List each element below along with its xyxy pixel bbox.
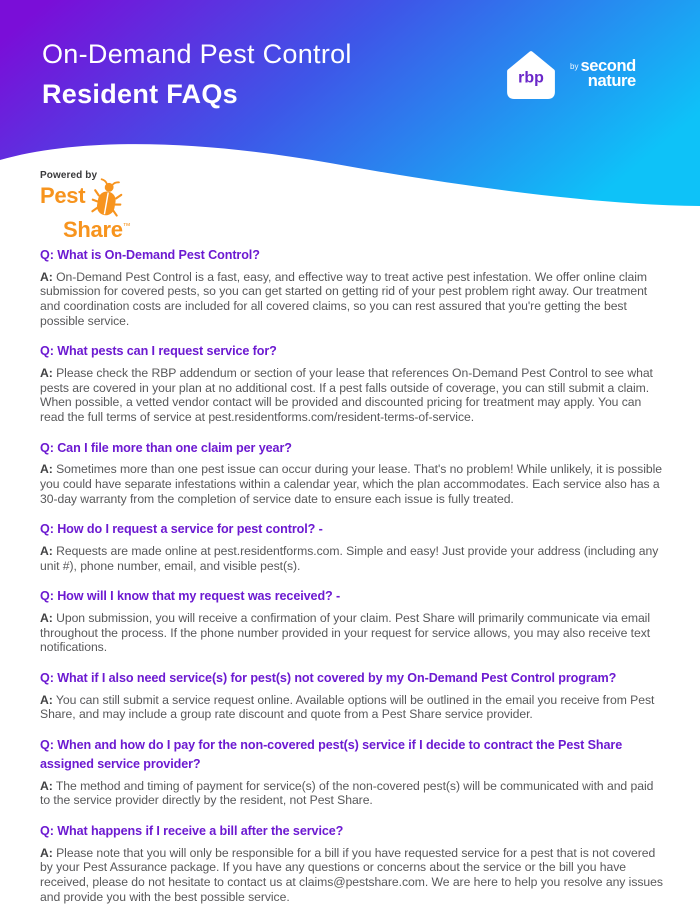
share-word: Share bbox=[63, 217, 123, 242]
faq-answer-text: You can still submit a service request online. Available options will be outlined in the email you receive from Pest Share, and may include a group rate discount and quote from a Pest Share service provider. bbox=[40, 692, 655, 722]
brand-line-second: second bbox=[580, 57, 636, 75]
faq-question: Q: Can I file more than one claim per year? bbox=[40, 440, 292, 455]
faq-answer-text: Requests are made online at pest.residentforms.com. Simple and easy! Just provide your address (including any unit #), phone number, email, and visible pest(s). bbox=[40, 544, 659, 573]
faq-question: Q: How will I know that my request was received? - bbox=[40, 589, 341, 604]
faq-question: Q: What pests can I request service for? bbox=[40, 344, 277, 359]
answer-prefix: A: bbox=[40, 269, 53, 284]
faq-answer bbox=[40, 611, 666, 655]
faq-list bbox=[40, 246, 666, 906]
trademark-symbol: ™ bbox=[122, 221, 131, 231]
page-subtitle: Resident FAQs bbox=[42, 79, 238, 110]
faq-answer bbox=[40, 846, 666, 904]
pest-share-logo bbox=[40, 170, 210, 241]
answer-prefix: A: bbox=[40, 778, 53, 793]
answer-prefix: A: bbox=[40, 845, 53, 860]
answer-prefix: A: bbox=[40, 462, 53, 477]
rbp-house-badge-icon bbox=[501, 46, 561, 106]
faq-answer bbox=[40, 462, 666, 506]
page-title: On-Demand Pest Control bbox=[42, 39, 352, 69]
faq-answer-text: Upon submission, you will receive a confirmation of your claim. Pest Share will primarily communicate via email throughout the process. If the phone number provided in your request for service allows, you may also receive text notifications. bbox=[40, 611, 651, 655]
rbp-badge-label: rbp bbox=[518, 69, 544, 87]
faq-item bbox=[40, 342, 666, 424]
faq-answer-text: The method and timing of payment for service(s) of the non-covered pest(s) will be communicated with and paid to the service provider directly by the resident, not Pest Share. bbox=[40, 778, 654, 808]
faq-answer bbox=[40, 544, 666, 573]
faq-item bbox=[40, 439, 666, 507]
brand-line-nature: nature bbox=[587, 71, 636, 90]
faq-item bbox=[40, 669, 666, 722]
faq-item bbox=[40, 736, 666, 808]
answer-prefix: A: bbox=[40, 366, 53, 381]
faq-question: Q: When and how do I pay for the non-covered pest(s) service if I decide to contract the Pest Share assigned service provider? bbox=[40, 738, 623, 771]
faq-answer-text: Please note that you will only be responsible for a bill if you have requested service for a pest that is not covered by your Pest Assurance package. If you have any questions or concerns about the service or the bill you have received, please do not hesitate to contact us at claims@pestshare.com. We are here to help you resolve any issues and provide you with the best possible service. bbox=[40, 845, 663, 904]
pest-word: Pest bbox=[40, 183, 86, 208]
header-banner bbox=[0, 0, 700, 242]
share-word-row bbox=[63, 219, 210, 241]
answer-prefix: A: bbox=[40, 611, 53, 626]
pest-share-wordmark-row bbox=[40, 182, 210, 220]
faq-question: Q: What is On-Demand Pest Control? bbox=[40, 248, 260, 262]
faq-question: Q: What if I also need service(s) for pest(s) not covered by my On-Demand Pest Control program? bbox=[40, 670, 617, 685]
bug-icon bbox=[89, 177, 126, 223]
faq-answer bbox=[40, 779, 666, 808]
faq-answer-text: Please check the RBP addendum or section of your lease that references On-Demand Pest Control to see what pests are covered in your plan at no additional cost. If a pest falls outside of coverage, you can still submit a claim. When possible, a vetted vendor contact will be provided and discounted pricing for treatment may apply. You can read the full terms of service at pest.residentforms.com/resident-terms-of-service. bbox=[40, 366, 653, 424]
answer-prefix: A: bbox=[40, 544, 53, 559]
powered-by-label: Powered by bbox=[40, 170, 98, 181]
faq-answer bbox=[40, 366, 666, 424]
faq-item bbox=[40, 246, 666, 328]
rbp-second-nature-logo bbox=[501, 46, 636, 106]
faq-answer-text: Sometimes more than one pest issue can occur during your lease. That's no problem! While unlikely, it is possible you could have separate infestations within a calendar year, which the plan accommodates. Each service also has a 30-day warranty from the completion of service date to ensure each issue is fully treated. bbox=[40, 462, 662, 506]
faq-answer bbox=[40, 270, 666, 328]
second-nature-wordmark bbox=[570, 59, 636, 89]
header-titles bbox=[42, 38, 352, 111]
faq-question: Q: What happens if I receive a bill after the service? bbox=[40, 824, 344, 838]
faq-item bbox=[40, 587, 666, 655]
faq-answer bbox=[40, 693, 666, 722]
second-nature-lines bbox=[580, 59, 635, 89]
faq-question: Q: How do I request a service for pest control? - bbox=[40, 522, 323, 537]
answer-prefix: A: bbox=[40, 692, 53, 707]
by-label: by bbox=[570, 62, 579, 71]
faq-answer-text: On-Demand Pest Control is a fast, easy, and effective way to treat active pest infestation. We offer online claim submission for covered pests, so you can get started on getting rid of your pest problem right away. Our treatment and coordination costs are included for all covered claims, so you can rest assured that you're getting the best possible service. bbox=[40, 269, 648, 328]
faq-item bbox=[40, 520, 666, 573]
faq-item bbox=[40, 822, 666, 904]
